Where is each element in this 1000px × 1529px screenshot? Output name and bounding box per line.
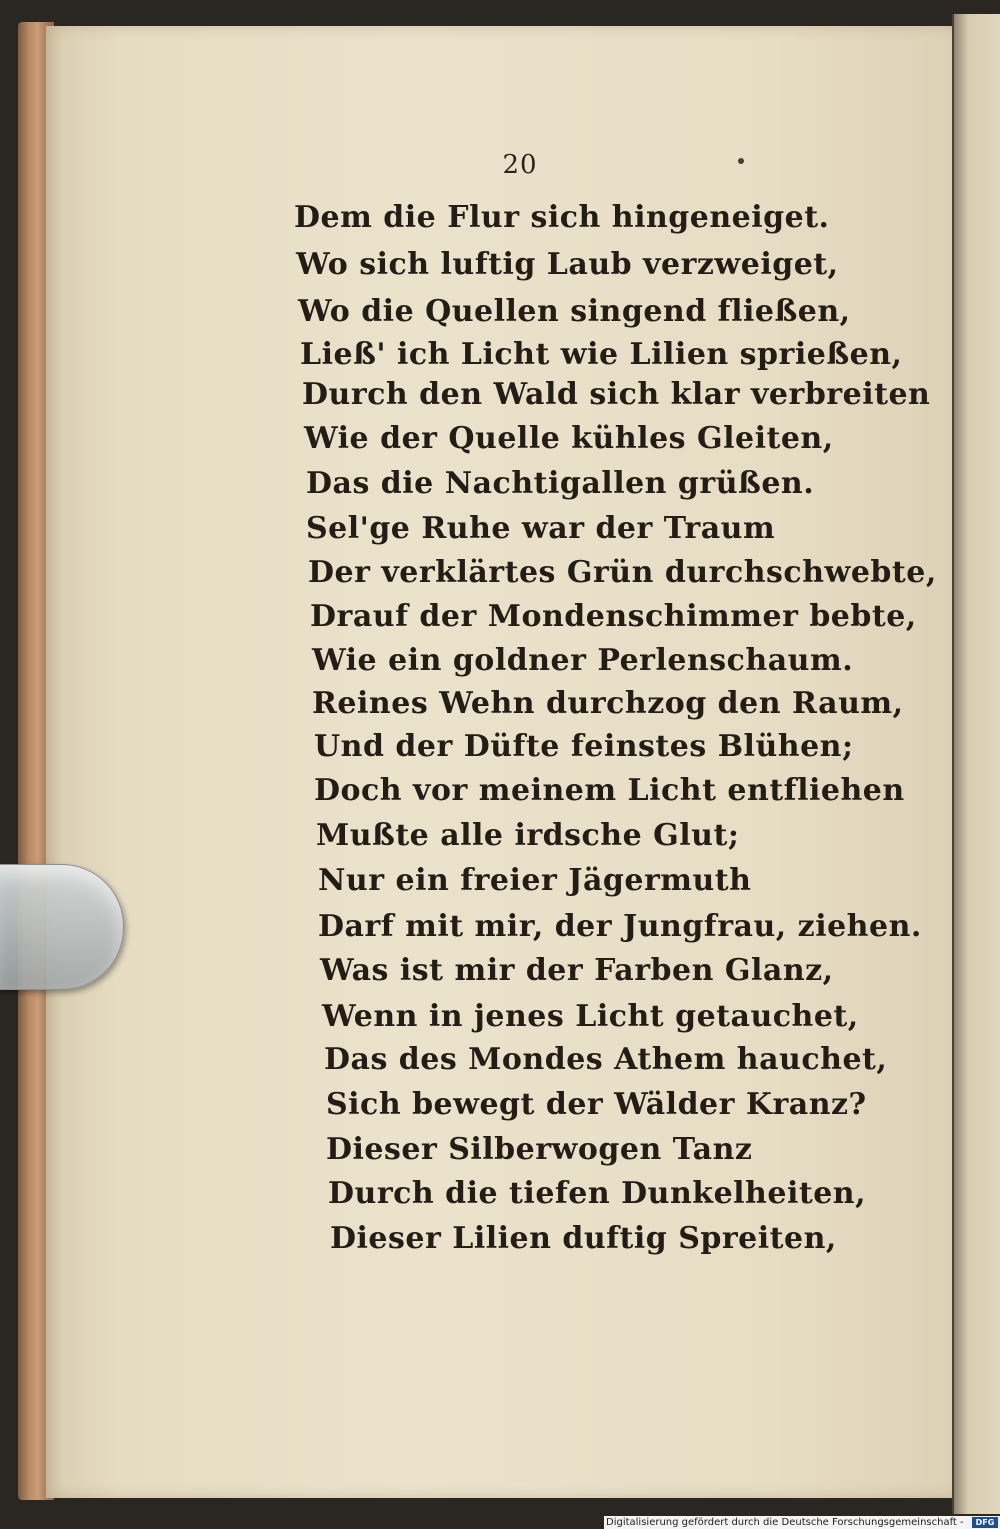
poem-line: Der verklärtes Grün durchschwebte, (308, 555, 937, 590)
poem-line: Wie der Quelle kühles Gleiten, (304, 421, 834, 456)
poem-line: Dieser Silberwogen Tanz (326, 1132, 753, 1167)
poem-line: Doch vor meinem Licht entfliehen (314, 773, 905, 808)
dfg-logo: DFG (972, 1517, 998, 1528)
page-number: 20 (502, 150, 538, 180)
page-holder-clip (0, 864, 124, 990)
next-page-edge (952, 14, 1000, 1514)
poem-line: Durch den Wald sich klar verbreiten (302, 377, 931, 412)
digitization-credit-bar (604, 1516, 1000, 1529)
poem-line: Wie ein goldner Perlenschaum. (312, 643, 854, 678)
poem-line: Dieser Lilien duftig Spreiten, (330, 1221, 837, 1256)
poem-line: Sel'ge Ruhe war der Traum (306, 511, 776, 546)
poem-line: Nur ein freier Jägermuth (318, 863, 752, 898)
poem-line: Drauf der Mondenschimmer bebte, (310, 599, 917, 634)
poem-line: Und der Düfte feinstes Blühen; (314, 729, 854, 764)
poem-line: Wenn in jenes Licht getauchet, (322, 999, 859, 1034)
poem-line: Wo die Quellen singend fließen, (298, 294, 851, 329)
ink-speck (738, 158, 744, 164)
poem-line: Das die Nachtigallen grüßen. (306, 466, 815, 501)
poem-line: Was ist mir der Farben Glanz, (320, 953, 834, 988)
poem-line: Das des Mondes Athem hauchet, (324, 1042, 888, 1077)
poem-line: Ließ' ich Licht wie Lilien sprießen, (300, 337, 903, 372)
poem-line: Reines Wehn durchzog den Raum, (312, 686, 904, 721)
poem-line: Mußte alle irdsche Glut; (316, 818, 740, 853)
poem-line: Wo sich luftig Laub verzweiget, (296, 247, 839, 282)
poem-line: Durch die tiefen Dunkelheiten, (328, 1176, 867, 1211)
poem-line: Dem die Flur sich hingeneiget. (294, 200, 830, 235)
poem-line: Sich bewegt der Wälder Kranz? (326, 1087, 867, 1122)
credit-text: Digitalisierung gefördert durch die Deutsche Forschungsgemeinschaft - (606, 1517, 964, 1528)
poem-line: Darf mit mir, der Jungfrau, ziehen. (318, 909, 922, 944)
